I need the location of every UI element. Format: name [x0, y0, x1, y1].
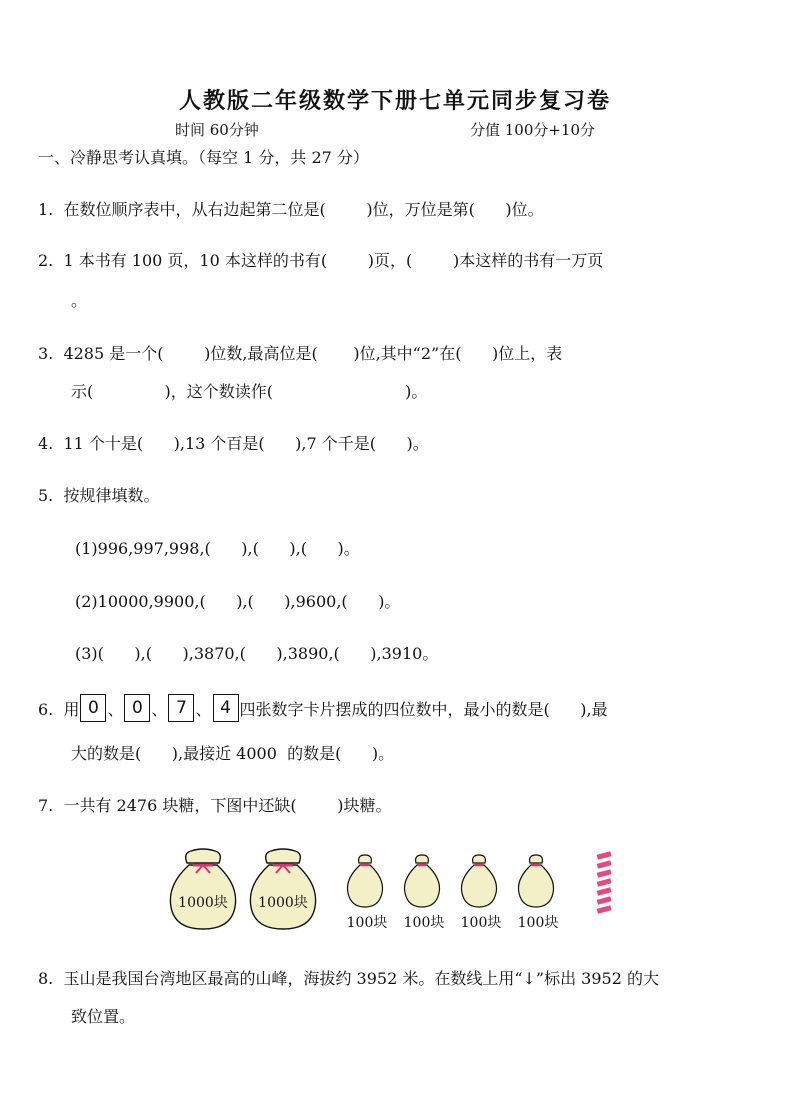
question-5-3: (3)( ),( ),3870,( ),3890,( ),3910。 [75, 644, 439, 663]
candy-bags-illustration [165, 845, 625, 935]
small-candy-bag [461, 855, 502, 931]
question-6 [38, 693, 608, 723]
question-7: 7. 一共有 2476 块糖，下图中还缺( )块糖。 [38, 796, 392, 815]
question-4: 4. 11 个十是( ),13 个百是( ),7 个千是( )。 [38, 434, 429, 453]
small-candy-bag [518, 855, 559, 931]
digit-card: 0 [124, 694, 150, 722]
loose-candies-icon [597, 851, 612, 913]
question-2: 2. 1 本书有 100 页，10 本这样的书有( )页，( )本这样的书有一万页 [38, 251, 604, 270]
page-title: 人教版二年级数学下册七单元同步复习卷 [178, 88, 611, 114]
big-candy-bag [170, 849, 235, 929]
digit-card: 4 [213, 694, 239, 722]
small-candy-bag [347, 855, 388, 931]
section-heading: 一、冷静思考认真填。（每空 1 分，共 27 分） [38, 148, 369, 167]
question-3-cont: 示( )，这个数读作( )。 [71, 382, 428, 401]
question-1: 1. 在数位顺序表中，从右边起第二位是( )位，万位是第( )位。 [38, 200, 544, 219]
question-5: 5. 按规律填数。 [38, 486, 160, 505]
bag-label: 100块 [346, 915, 388, 931]
big-candy-bag [250, 849, 315, 929]
question-5-2: (2)10000,9900,( ),( ),9600,( )。 [75, 592, 401, 611]
bag-label: 1000块 [258, 895, 308, 911]
bag-label: 100块 [460, 915, 502, 931]
separator: 、 [107, 699, 124, 719]
question-8: 8. 玉山是我国台湾地区最高的山峰，海拔约 3952 米。在数线上用“↓”标出 3952 的大 [38, 969, 659, 988]
bag-label: 1000块 [178, 895, 228, 911]
question-8-cont: 致位置。 [71, 1007, 136, 1026]
bag-label: 100块 [403, 915, 445, 931]
question-5-1: (1)996,997,998,( ),( ),( )。 [75, 539, 360, 558]
question-3: 3. 4285 是一个( )位数,最高位是( )位,其中“2”在( )位上，表 [38, 344, 563, 363]
time-limit: 时间 60分钟 [175, 121, 259, 139]
bag-label: 100块 [517, 915, 559, 931]
total-score: 分值 100分+10分 [470, 121, 596, 139]
question-2-cont: 。 [71, 291, 88, 310]
separator: 、 [151, 699, 168, 719]
digit-card: 0 [80, 694, 106, 722]
question-6-cont: 大的数是( ),最接近 4000 的数是( )。 [71, 744, 395, 763]
question-6-prefix: 6. 用 [38, 699, 80, 719]
digit-card: 7 [168, 694, 194, 722]
question-6-suffix: 四张数字卡片摆成的四位数中，最小的数是( ),最 [239, 699, 608, 719]
small-candy-bag [404, 855, 445, 931]
separator: 、 [195, 699, 212, 719]
